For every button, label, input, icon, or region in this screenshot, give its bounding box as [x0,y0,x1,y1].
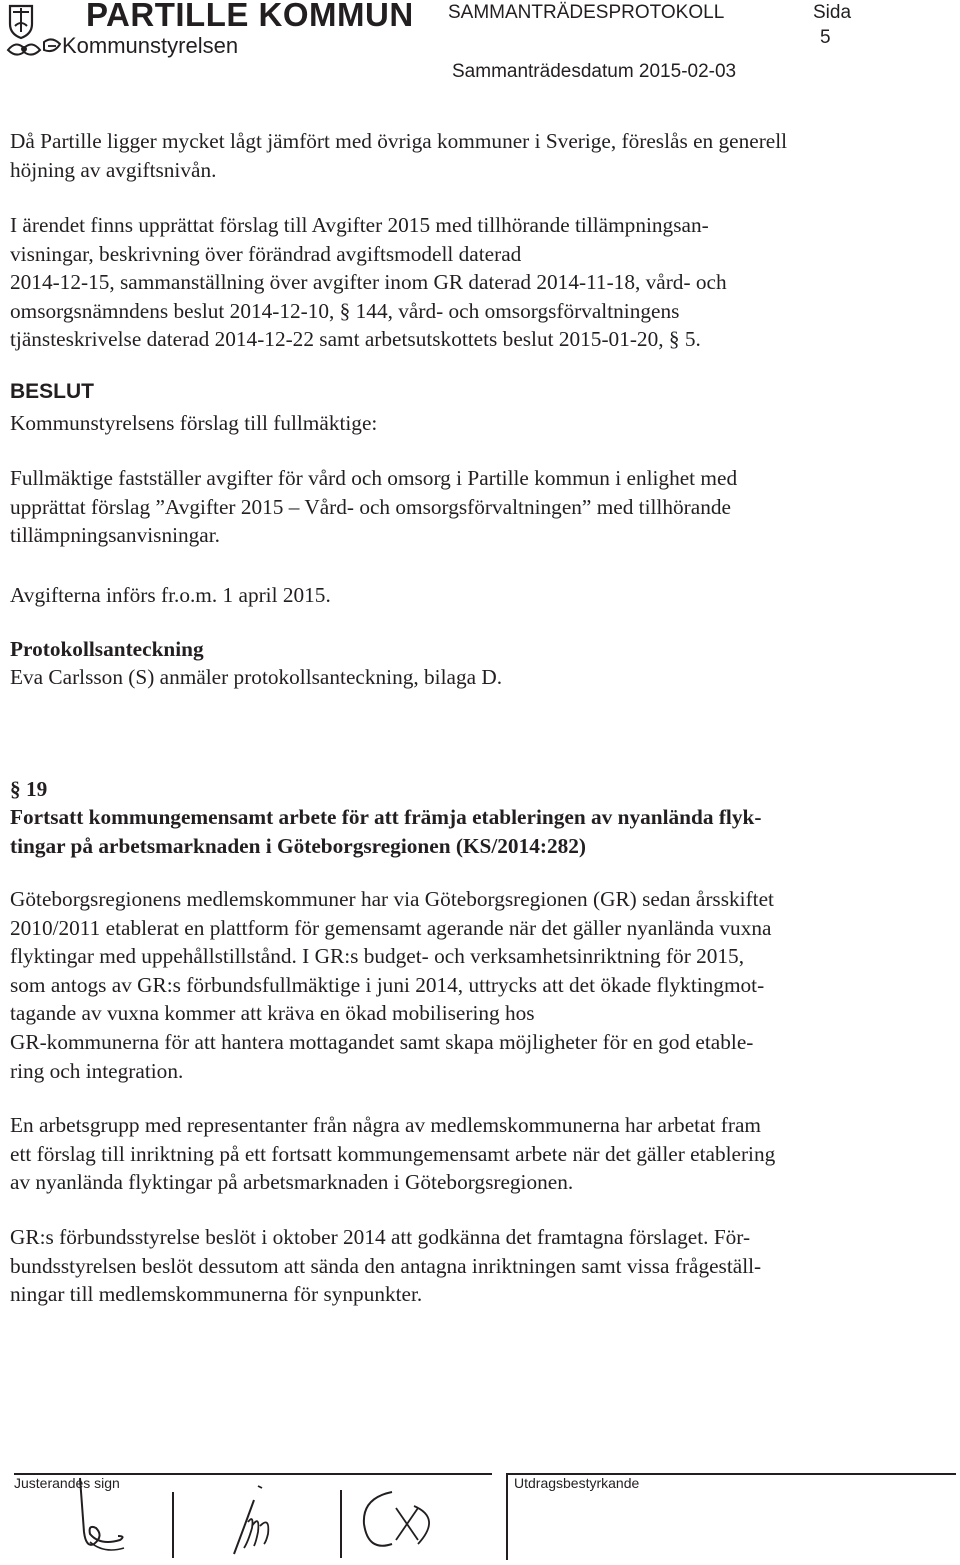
text-line: I ärendet finns upprättat förslag till Avgifter 2015 med tillhörande tillämpningsan- [10,213,709,237]
text-line: Fortsatt kommungemensamt arbete för att främja etableringen av nyanlända flyk- [10,805,762,829]
page-header [0,0,960,100]
decision-heading: BESLUT [10,380,94,403]
signature-separator [172,1492,174,1558]
text-line: Då Partille ligger mycket lågt jämfört med övriga kommuner i Sverige, föreslås en generell [10,129,788,153]
section-number [10,775,47,804]
text-line: tingar på arbetsmarknaden i Göteborgsregionen (KS/2014:282) [10,833,587,858]
signature-separator [340,1490,342,1558]
text-line: ring och integration. [10,1058,184,1083]
signature-initials-3 [352,1478,452,1563]
section-19-paragraph-2 [10,1111,890,1197]
section-19-paragraph-3 [10,1223,890,1309]
text-line: Eva Carlsson (S) anmäler protokollsanteckning, bilaga D. [10,665,503,689]
text-line: Fullmäktige fastställer avgifter för vård och omsorg i Partille kommun i enlighet med [10,466,738,490]
text-line: Kommunstyrelsens förslag till fullmäktige: [10,411,378,435]
decision-paragraph [10,464,890,550]
background-paragraph [10,211,890,354]
text-line: Protokollsanteckning [10,637,204,661]
effective-date [10,581,890,610]
text-line: GR-kommunerna för att hantera mottagandet samt skapa möjligheter för en god etable- [10,1029,754,1054]
page-label: Sida [813,2,852,23]
note-text [10,663,890,692]
text-line: bundsstyrelsen beslöt dessutom att sända den antagna inriktningen samt vissa frågeställ- [10,1253,762,1278]
text-line: Göteborgsregionens medlemskommuner har via Göteborgsregionen (GR) sedan årsskiftet [10,887,774,911]
text-line: Avgifterna införs fr.o.m. 1 april 2015. [10,583,331,607]
justerandes-sign-label: Justerandes sign [14,1475,120,1491]
text-line: tagande av vuxna kommer att kräva en ökad mobilisering hos [10,1001,535,1026]
page-number: 5 [820,27,831,48]
text-line: som antogs av GR:s förbundsfullmäktige i juni 2014, uttrycks att det ökade flyktingmot- [10,972,765,997]
text-line: upprättat förslag ”Avgifter 2015 – Vård- och omsorgsförvaltningen” med tillhörande [10,494,731,519]
text-line: ningar till medlemskommunerna för synpunkter. [10,1282,423,1307]
text-line: 2010/2011 etablerat en plattform för gemensamt agerande när det gäller nyanlända vuxna [10,915,772,940]
section-title [10,803,761,860]
text-line: flyktingar med uppehållstillstånd. I GR:s budget- och verksamhetsinriktning för 2015, [10,944,745,969]
organization-name: PARTILLE KOMMUN [86,0,414,33]
text-line: GR:s förbundsstyrelse beslöt i oktober 2014 att godkänna det framtagna förslaget. För- [10,1225,751,1249]
intro-paragraph [10,127,890,184]
text-line: omsorgsnämndens beslut 2014-12-10, § 144, vård- och omsorgsförvaltningens [10,298,680,323]
utdragsbestyrkande-label: Utdragsbestyrkande [514,1475,640,1491]
meeting-date: Sammanträdesdatum 2015-02-03 [452,61,737,82]
text-line: tillämpningsanvisningar. [10,523,220,548]
document-type: SAMMANTRÄDESPROTOKOLL [448,2,725,23]
text-line: ett förslag till inriktning på ett fortsatt kommungemensamt arbete när det gäller etablering [10,1141,776,1166]
signature-initials-1 [60,1474,140,1565]
organization-unit: Kommunstyrelsen [62,33,239,58]
proposal-intro [10,409,890,438]
text-line: tjänsteskrivelse daterad 2014-12-22 samt arbetsutskottets beslut 2015-01-20, § 5. [10,327,701,352]
signature-footer [0,1462,960,1560]
text-line: 2014-12-15, sammanställning över avgifter inom GR daterad 2014-11-18, vård- och [10,270,727,295]
text-line: visningar, beskrivning över förändrad avgiftsmodell daterad [10,241,522,266]
section-19-paragraph-1 [10,885,890,1085]
text-line: höjning av avgiftsnivån. [10,157,217,182]
text-line: En arbetsgrupp med representanter från några av medlemskommunerna har arbetat fram [10,1113,761,1137]
note-heading [10,635,204,664]
text-line: § 19 [10,777,48,801]
footer-divider [506,1473,508,1560]
text-line: av nyanlända flyktingar på arbetsmarknaden i Göteborgsregionen. [10,1170,574,1195]
signature-initials-2 [218,1476,288,1565]
